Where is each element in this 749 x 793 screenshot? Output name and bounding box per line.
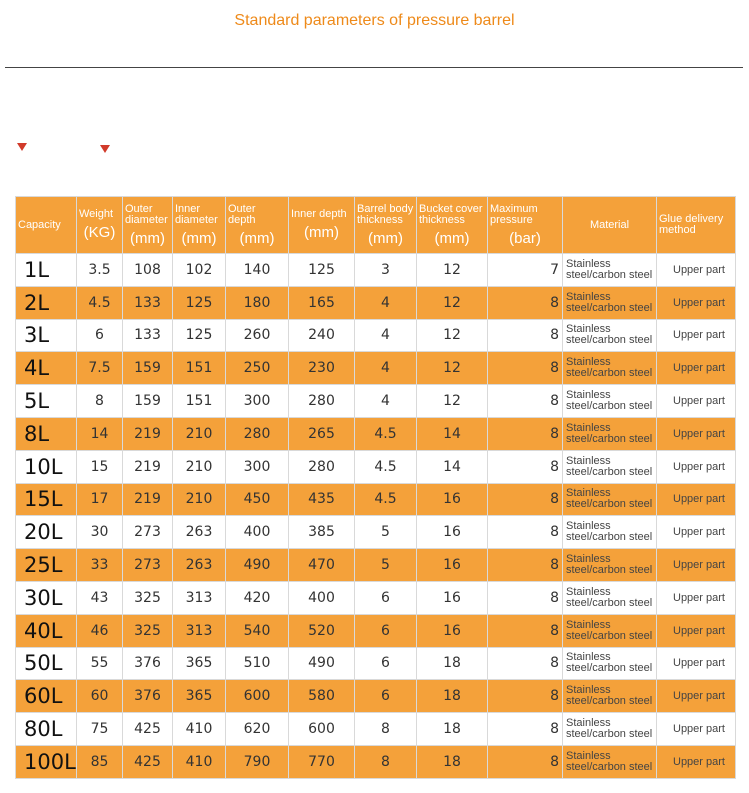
- cell-inner-diameter: 313: [173, 581, 226, 614]
- cell-cover-thickness: 18: [417, 647, 488, 680]
- header-cover-thickness: Bucket cover thickness (mm): [417, 197, 488, 254]
- cell-inner-diameter: 210: [173, 483, 226, 516]
- cell-inner-depth: 435: [289, 483, 355, 516]
- cell-inner-depth: 280: [289, 385, 355, 418]
- cell-weight: 15: [77, 450, 123, 483]
- cell-max-pressure: 8: [488, 647, 563, 680]
- cell-weight: 6: [77, 319, 123, 352]
- cell-max-pressure: 7: [488, 254, 563, 287]
- table-row: [16, 286, 736, 319]
- cell-glue-delivery: Upper part: [657, 713, 736, 746]
- red-triangle-icon: [17, 143, 27, 151]
- cell-barrel-thickness: 4.5: [355, 450, 417, 483]
- header-max-pressure: Maximum pressure (bar): [488, 197, 563, 254]
- cell-capacity: 10L: [16, 450, 77, 483]
- cell-glue-delivery: Upper part: [657, 483, 736, 516]
- cell-outer-diameter: 273: [123, 549, 173, 582]
- header-capacity: Capacity: [16, 197, 77, 254]
- parameters-table: [15, 196, 736, 779]
- cell-barrel-thickness: 6: [355, 680, 417, 713]
- table-body: [16, 254, 736, 779]
- cell-cover-thickness: 18: [417, 713, 488, 746]
- cell-barrel-thickness: 5: [355, 516, 417, 549]
- cell-glue-delivery: Upper part: [657, 581, 736, 614]
- cell-outer-depth: 280: [226, 417, 289, 450]
- cell-outer-diameter: 159: [123, 385, 173, 418]
- cell-max-pressure: 8: [488, 385, 563, 418]
- cell-max-pressure: 8: [488, 713, 563, 746]
- cell-glue-delivery: Upper part: [657, 745, 736, 778]
- cell-outer-diameter: 273: [123, 516, 173, 549]
- cell-barrel-thickness: 6: [355, 647, 417, 680]
- cell-outer-diameter: 425: [123, 713, 173, 746]
- cell-cover-thickness: 12: [417, 319, 488, 352]
- cell-inner-depth: 280: [289, 450, 355, 483]
- cell-capacity: 4L: [16, 352, 77, 385]
- cell-cover-thickness: 16: [417, 516, 488, 549]
- table-row: [16, 352, 736, 385]
- cell-inner-diameter: 210: [173, 450, 226, 483]
- cell-glue-delivery: Upper part: [657, 352, 736, 385]
- cell-glue-delivery: Upper part: [657, 549, 736, 582]
- cell-cover-thickness: 14: [417, 450, 488, 483]
- cell-weight: 60: [77, 680, 123, 713]
- header-barrel-thickness: Barrel body thickness (mm): [355, 197, 417, 254]
- cell-outer-diameter: 108: [123, 254, 173, 287]
- header-outer-diameter: Outer diameter (mm): [123, 197, 173, 254]
- header-glue-delivery: Glue delivery method: [657, 197, 736, 254]
- cell-capacity: 40L: [16, 614, 77, 647]
- cell-glue-delivery: Upper part: [657, 647, 736, 680]
- cell-weight: 17: [77, 483, 123, 516]
- cell-cover-thickness: 14: [417, 417, 488, 450]
- table-row: [16, 713, 736, 746]
- cell-max-pressure: 8: [488, 549, 563, 582]
- cell-outer-depth: 260: [226, 319, 289, 352]
- cell-max-pressure: 8: [488, 745, 563, 778]
- cell-material: Stainless steel/carbon steel: [563, 680, 657, 713]
- cell-barrel-thickness: 5: [355, 549, 417, 582]
- cell-cover-thickness: 16: [417, 614, 488, 647]
- cell-outer-depth: 140: [226, 254, 289, 287]
- cell-barrel-thickness: 4.5: [355, 483, 417, 516]
- cell-outer-diameter: 425: [123, 745, 173, 778]
- cell-inner-diameter: 263: [173, 516, 226, 549]
- cell-max-pressure: 8: [488, 483, 563, 516]
- cell-glue-delivery: Upper part: [657, 286, 736, 319]
- cell-inner-depth: 125: [289, 254, 355, 287]
- table-row: [16, 319, 736, 352]
- table-row: [16, 450, 736, 483]
- cell-inner-diameter: 102: [173, 254, 226, 287]
- cell-inner-diameter: 210: [173, 417, 226, 450]
- cell-weight: 46: [77, 614, 123, 647]
- cell-inner-diameter: 410: [173, 745, 226, 778]
- cell-outer-diameter: 376: [123, 680, 173, 713]
- cell-weight: 7.5: [77, 352, 123, 385]
- cell-outer-diameter: 325: [123, 581, 173, 614]
- cell-outer-diameter: 219: [123, 483, 173, 516]
- table-header-row: [16, 197, 736, 254]
- cell-capacity: 80L: [16, 713, 77, 746]
- cell-cover-thickness: 16: [417, 549, 488, 582]
- cell-inner-depth: 600: [289, 713, 355, 746]
- cell-outer-depth: 400: [226, 516, 289, 549]
- cell-barrel-thickness: 4: [355, 286, 417, 319]
- cell-outer-depth: 510: [226, 647, 289, 680]
- cell-glue-delivery: Upper part: [657, 417, 736, 450]
- cell-material: Stainless steel/carbon steel: [563, 516, 657, 549]
- header-weight: Weight (KG): [77, 197, 123, 254]
- header-inner-diameter: Inner diameter (mm): [173, 197, 226, 254]
- cell-barrel-thickness: 8: [355, 745, 417, 778]
- cell-inner-depth: 400: [289, 581, 355, 614]
- cell-material: Stainless steel/carbon steel: [563, 713, 657, 746]
- cell-material: Stainless steel/carbon steel: [563, 286, 657, 319]
- cell-inner-diameter: 313: [173, 614, 226, 647]
- cell-barrel-thickness: 4: [355, 352, 417, 385]
- cell-barrel-thickness: 4.5: [355, 417, 417, 450]
- cell-cover-thickness: 12: [417, 352, 488, 385]
- cell-material: Stainless steel/carbon steel: [563, 581, 657, 614]
- cell-barrel-thickness: 3: [355, 254, 417, 287]
- cell-glue-delivery: Upper part: [657, 450, 736, 483]
- cell-weight: 33: [77, 549, 123, 582]
- cell-outer-depth: 420: [226, 581, 289, 614]
- cell-cover-thickness: 12: [417, 385, 488, 418]
- cell-outer-diameter: 219: [123, 417, 173, 450]
- table-row: [16, 581, 736, 614]
- cell-capacity: 2L: [16, 286, 77, 319]
- cell-inner-diameter: 125: [173, 319, 226, 352]
- cell-material: Stainless steel/carbon steel: [563, 647, 657, 680]
- cell-glue-delivery: Upper part: [657, 319, 736, 352]
- cell-weight: 85: [77, 745, 123, 778]
- cell-max-pressure: 8: [488, 581, 563, 614]
- cell-material: Stainless steel/carbon steel: [563, 352, 657, 385]
- cell-glue-delivery: Upper part: [657, 254, 736, 287]
- cell-inner-diameter: 365: [173, 680, 226, 713]
- cell-capacity: 20L: [16, 516, 77, 549]
- cell-max-pressure: 8: [488, 450, 563, 483]
- cell-outer-depth: 620: [226, 713, 289, 746]
- cell-weight: 30: [77, 516, 123, 549]
- cell-inner-diameter: 365: [173, 647, 226, 680]
- cell-outer-diameter: 376: [123, 647, 173, 680]
- cell-cover-thickness: 12: [417, 286, 488, 319]
- cell-capacity: 60L: [16, 680, 77, 713]
- cell-cover-thickness: 12: [417, 254, 488, 287]
- cell-weight: 3.5: [77, 254, 123, 287]
- cell-outer-depth: 600: [226, 680, 289, 713]
- cell-material: Stainless steel/carbon steel: [563, 319, 657, 352]
- table-row: [16, 745, 736, 778]
- cell-outer-depth: 300: [226, 385, 289, 418]
- cell-outer-depth: 250: [226, 352, 289, 385]
- table-row: [16, 680, 736, 713]
- cell-material: Stainless steel/carbon steel: [563, 745, 657, 778]
- cell-weight: 4.5: [77, 286, 123, 319]
- cell-cover-thickness: 16: [417, 581, 488, 614]
- title-divider: [5, 67, 743, 68]
- cell-weight: 8: [77, 385, 123, 418]
- cell-inner-depth: 230: [289, 352, 355, 385]
- cell-capacity: 8L: [16, 417, 77, 450]
- cell-outer-depth: 300: [226, 450, 289, 483]
- header-material: Material: [563, 197, 657, 254]
- cell-capacity: 1L: [16, 254, 77, 287]
- cell-material: Stainless steel/carbon steel: [563, 450, 657, 483]
- cell-inner-depth: 580: [289, 680, 355, 713]
- cell-capacity: 25L: [16, 549, 77, 582]
- cell-inner-depth: 770: [289, 745, 355, 778]
- cell-barrel-thickness: 4: [355, 319, 417, 352]
- table-row: [16, 254, 736, 287]
- header-outer-depth: Outer depth (mm): [226, 197, 289, 254]
- table-row: [16, 417, 736, 450]
- cell-inner-diameter: 151: [173, 385, 226, 418]
- cell-outer-diameter: 133: [123, 286, 173, 319]
- cell-outer-diameter: 325: [123, 614, 173, 647]
- cell-cover-thickness: 16: [417, 483, 488, 516]
- cell-inner-diameter: 410: [173, 713, 226, 746]
- cell-inner-depth: 385: [289, 516, 355, 549]
- cell-capacity: 100L: [16, 745, 77, 778]
- cell-material: Stainless steel/carbon steel: [563, 417, 657, 450]
- table-row: [16, 516, 736, 549]
- cell-outer-diameter: 133: [123, 319, 173, 352]
- table-row: [16, 647, 736, 680]
- cell-inner-depth: 165: [289, 286, 355, 319]
- cell-inner-depth: 265: [289, 417, 355, 450]
- red-triangle-icon: [100, 145, 110, 153]
- cell-capacity: 15L: [16, 483, 77, 516]
- cell-inner-diameter: 125: [173, 286, 226, 319]
- cell-max-pressure: 8: [488, 286, 563, 319]
- cell-weight: 14: [77, 417, 123, 450]
- cell-inner-depth: 490: [289, 647, 355, 680]
- cell-outer-depth: 490: [226, 549, 289, 582]
- cell-barrel-thickness: 4: [355, 385, 417, 418]
- cell-glue-delivery: Upper part: [657, 516, 736, 549]
- cell-glue-delivery: Upper part: [657, 614, 736, 647]
- cell-inner-depth: 520: [289, 614, 355, 647]
- cell-capacity: 30L: [16, 581, 77, 614]
- cell-cover-thickness: 18: [417, 680, 488, 713]
- cell-outer-depth: 180: [226, 286, 289, 319]
- cell-capacity: 5L: [16, 385, 77, 418]
- table-row: [16, 385, 736, 418]
- cell-max-pressure: 8: [488, 352, 563, 385]
- cell-capacity: 3L: [16, 319, 77, 352]
- cell-inner-diameter: 263: [173, 549, 226, 582]
- cell-inner-depth: 470: [289, 549, 355, 582]
- cell-max-pressure: 8: [488, 680, 563, 713]
- cell-barrel-thickness: 6: [355, 614, 417, 647]
- table-row: [16, 483, 736, 516]
- cell-glue-delivery: Upper part: [657, 385, 736, 418]
- header-inner-depth: Inner depth (mm): [289, 197, 355, 254]
- cell-weight: 43: [77, 581, 123, 614]
- cell-barrel-thickness: 6: [355, 581, 417, 614]
- table-row: [16, 614, 736, 647]
- cell-capacity: 50L: [16, 647, 77, 680]
- cell-material: Stainless steel/carbon steel: [563, 549, 657, 582]
- cell-outer-diameter: 159: [123, 352, 173, 385]
- page-title: Standard parameters of pressure barrel: [234, 12, 515, 29]
- cell-glue-delivery: Upper part: [657, 680, 736, 713]
- cell-inner-depth: 240: [289, 319, 355, 352]
- cell-max-pressure: 8: [488, 417, 563, 450]
- cell-material: Stainless steel/carbon steel: [563, 483, 657, 516]
- table-row: [16, 549, 736, 582]
- cell-weight: 55: [77, 647, 123, 680]
- cell-outer-depth: 540: [226, 614, 289, 647]
- cell-max-pressure: 8: [488, 516, 563, 549]
- cell-weight: 75: [77, 713, 123, 746]
- cell-max-pressure: 8: [488, 319, 563, 352]
- cell-cover-thickness: 18: [417, 745, 488, 778]
- cell-material: Stainless steel/carbon steel: [563, 614, 657, 647]
- cell-outer-diameter: 219: [123, 450, 173, 483]
- cell-inner-diameter: 151: [173, 352, 226, 385]
- cell-outer-depth: 450: [226, 483, 289, 516]
- cell-material: Stainless steel/carbon steel: [563, 254, 657, 287]
- cell-material: Stainless steel/carbon steel: [563, 385, 657, 418]
- cell-outer-depth: 790: [226, 745, 289, 778]
- cell-max-pressure: 8: [488, 614, 563, 647]
- cell-barrel-thickness: 8: [355, 713, 417, 746]
